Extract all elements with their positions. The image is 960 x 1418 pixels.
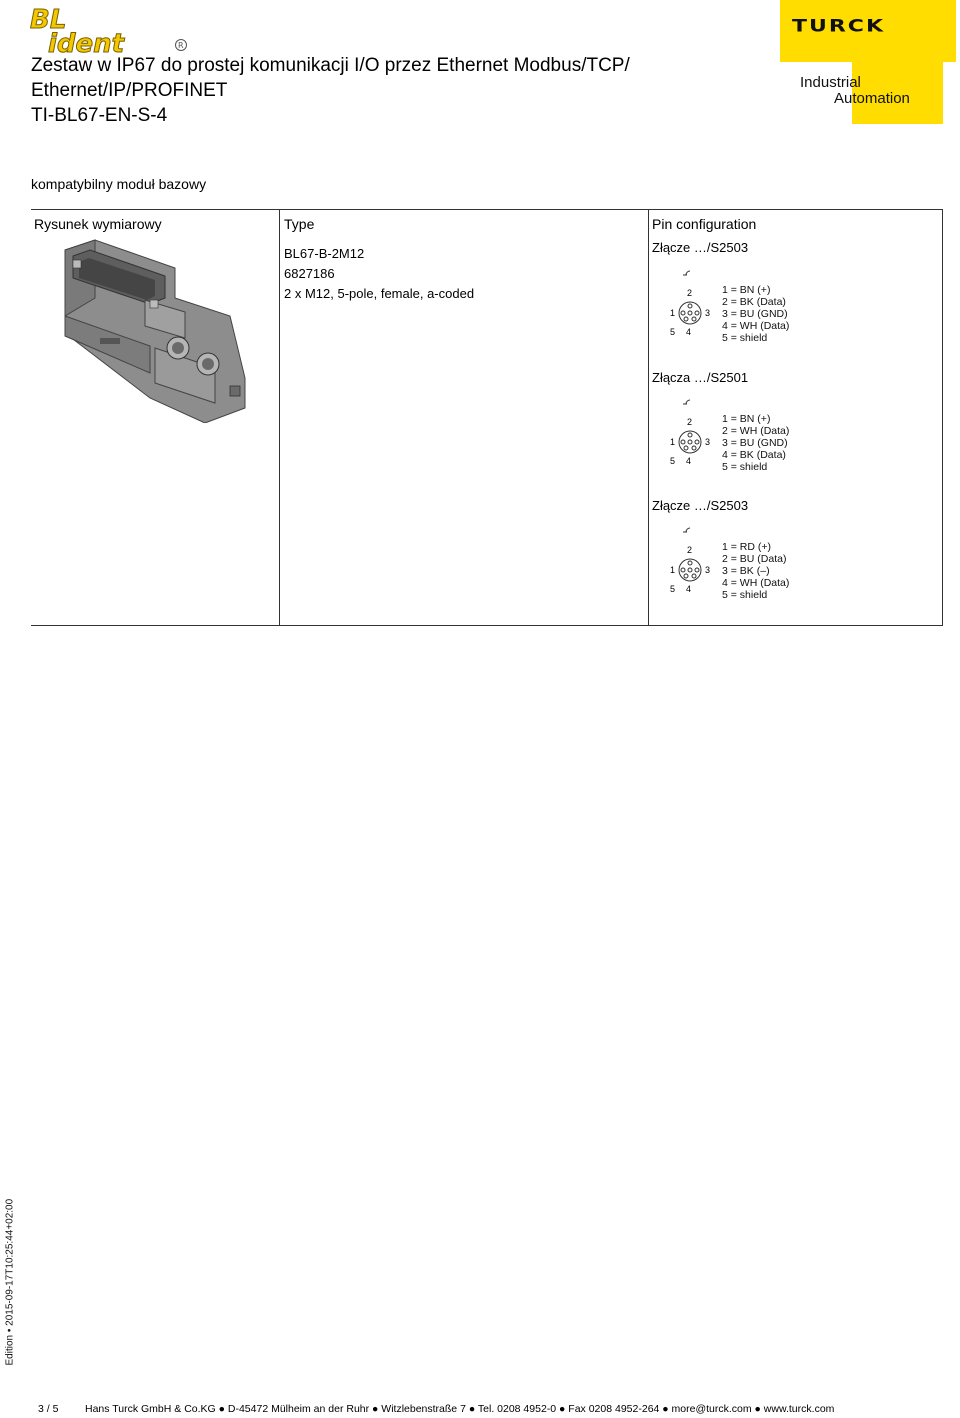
pin-list-1 — [722, 284, 789, 344]
svg-text:5: 5 — [670, 584, 676, 594]
turck-logo-text: TURCK — [792, 17, 886, 36]
pin-entry: 2 = WH (Data) — [722, 425, 790, 437]
pin-entry: 2 = BK (Data) — [722, 296, 786, 308]
svg-text:3: 3 — [705, 308, 711, 318]
m12-pinout-icon — [664, 266, 712, 338]
pin-entry: 4 = BK (Data) — [722, 449, 786, 461]
title-line-1: Zestaw w IP67 do prostej komunikacji I/O przez Ethernet Modbus/TCP/ — [31, 55, 630, 76]
pin-entry: 3 = BU (GND) — [722, 437, 788, 449]
pin-entry: 3 = BK (–) — [722, 565, 770, 577]
svg-text:1: 1 — [670, 437, 676, 447]
edition-stamp: Edition • 2015-09-17T10:25:44+02:00 — [4, 1198, 16, 1366]
svg-text:5: 5 — [670, 327, 676, 337]
header-drawing: Rysunek wymiarowy — [34, 216, 162, 232]
pin-list-2 — [722, 413, 789, 473]
connector-label-1: Złącze …/S2503 — [652, 240, 749, 255]
pin-entry: 2 = BU (Data) — [722, 553, 787, 565]
table-border-top — [31, 209, 942, 210]
pin-entry: 3 = BU (GND) — [722, 308, 788, 320]
bl-ident-logo — [28, 4, 198, 56]
svg-text:2: 2 — [687, 417, 693, 427]
svg-text:R: R — [178, 41, 184, 50]
svg-text:2: 2 — [687, 545, 693, 555]
title-line-3: TI-BL67-EN-S-4 — [31, 105, 168, 126]
page-number: 3 / 5 — [38, 1403, 59, 1415]
pin-entry: 1 = BN (+) — [722, 284, 771, 296]
m12-pinout-icon — [664, 523, 712, 595]
pin-entry: 5 = shield — [722, 589, 768, 601]
type-description: 2 x M12, 5-pole, female, a-coded — [284, 286, 475, 301]
svg-text:ident: ident — [48, 29, 125, 56]
pin-entry: 5 = shield — [722, 332, 768, 344]
svg-text:5: 5 — [670, 456, 676, 466]
svg-text:BL: BL — [30, 5, 67, 35]
table-border-right — [942, 209, 943, 626]
title-line-2: Ethernet/IP/PROFINET — [31, 80, 228, 101]
table-divider-1 — [279, 209, 280, 626]
type-ident-number: 6827186 — [284, 266, 335, 281]
svg-text:4: 4 — [686, 456, 692, 466]
table-divider-2 — [648, 209, 649, 626]
automation-label: Automation — [834, 90, 910, 107]
type-model: BL67-B-2M12 — [284, 246, 365, 261]
svg-text:4: 4 — [686, 327, 692, 337]
connector-label-3: Złącze …/S2503 — [652, 498, 749, 513]
svg-text:2: 2 — [687, 288, 693, 298]
industrial-label: Industrial — [800, 74, 861, 91]
footer-address: Hans Turck GmbH & Co.KG ● D-45472 Mülheim an der Ruhr ● Witzlebenstraße 7 ● Tel. 0208 4952-0 ● Fax 0208 4952-264 ● more@turck.com ● www.turck.com — [85, 1403, 835, 1415]
table-border-bottom — [31, 625, 942, 626]
header-type: Type — [284, 216, 315, 232]
pin-entry: 1 = BN (+) — [722, 413, 771, 425]
connector-label-2: Złącza …/S2501 — [652, 370, 749, 385]
svg-text:1: 1 — [670, 308, 676, 318]
module-drawing — [55, 238, 250, 423]
pin-entry: 4 = WH (Data) — [722, 320, 790, 332]
svg-text:3: 3 — [705, 565, 711, 575]
header-pin-configuration: Pin configuration — [652, 216, 757, 232]
pin-entry: 5 = shield — [722, 461, 768, 473]
pin-entry: 4 = WH (Data) — [722, 577, 790, 589]
m12-pinout-icon — [664, 395, 712, 467]
svg-text:3: 3 — [705, 437, 711, 447]
svg-text:4: 4 — [686, 584, 692, 594]
intro-text: kompatybilny moduł bazowy — [31, 176, 207, 192]
pin-list-3 — [722, 541, 789, 601]
svg-text:1: 1 — [670, 565, 676, 575]
pin-entry: 1 = RD (+) — [722, 541, 772, 553]
